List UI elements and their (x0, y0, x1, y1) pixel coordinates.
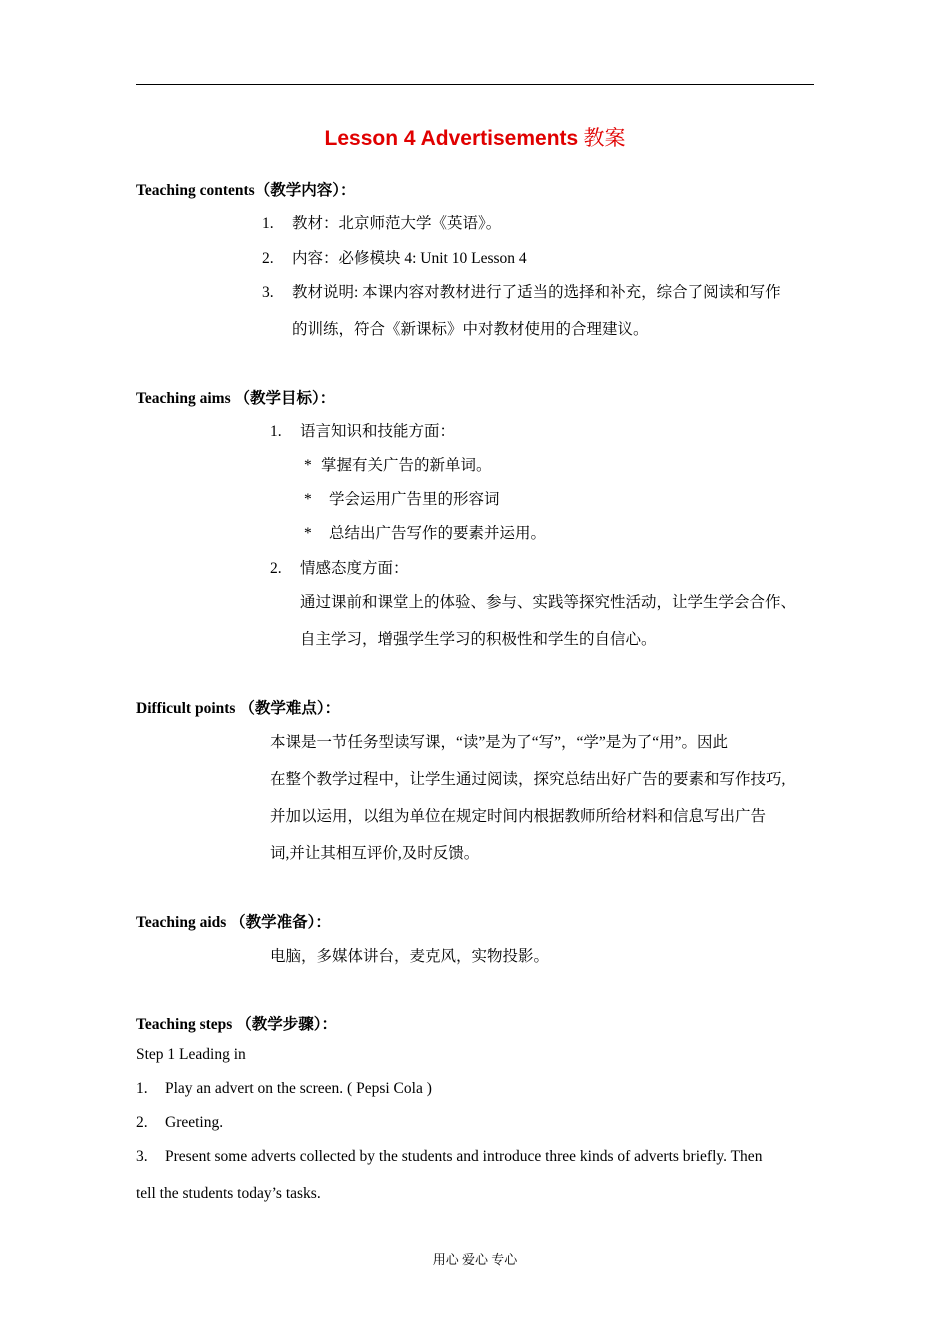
aids-text: 电脑，多媒体讲台，麦克风，实物投影。 (270, 948, 550, 965)
list-number: 1. (270, 423, 282, 440)
page-title (0, 122, 950, 152)
list-text: 情感态度方面： (300, 560, 409, 577)
list-text: 语言知识和技能方面： (300, 423, 456, 440)
list-text: Present some adverts collected by the students and introduce three kinds of adverts briefly. Then (165, 1148, 763, 1165)
list-number: 2. (136, 1114, 148, 1131)
page-footer: 用心 爱心 专心 (432, 1252, 518, 1267)
contents-item-3 (262, 280, 781, 302)
list-text: 教材说明: 本课内容对教材进行了适当的选择和补充，综合了阅读和写作 (292, 284, 781, 301)
contents-item-3-continued: 的训练，符合《新课标》中对教材使用的合理建议。 (292, 321, 649, 338)
section-heading-contents: Teaching contents（教学内容）： (136, 182, 356, 199)
aims-paragraph-line: 通过课前和课堂上的体验、参与、实践等探究性活动，让学生学会合作、 (300, 594, 797, 611)
list-text: 总结出广告写作的要素并运用。 (329, 525, 547, 542)
section-heading-steps: Teaching steps （教学步骤）： (136, 1016, 337, 1033)
difficult-paragraph-line: 并加以运用，以组为单位在规定时间内根据教师所给材料和信息写出广告 (270, 808, 767, 825)
list-text: 教材：北京师范大学《英语》。 (292, 215, 502, 232)
aims-subitem (304, 521, 546, 543)
bullet-star: * (304, 457, 312, 474)
difficult-paragraph-line: 词,并让其相互评价,及时反馈。 (270, 845, 480, 862)
aims-item-2 (270, 556, 409, 578)
list-text: Greeting. (165, 1114, 224, 1131)
bullet-star: * (304, 525, 312, 542)
list-number: 1. (262, 215, 274, 232)
header-rule (136, 84, 814, 85)
list-text: 内容：必修模块 4: Unit 10 Lesson 4 (292, 250, 527, 267)
aims-subitem (304, 487, 500, 509)
list-number: 3. (136, 1148, 148, 1165)
title-chinese: 教案 (583, 126, 626, 150)
steps-item-3-continued: tell the students today’s tasks. (136, 1185, 321, 1202)
bullet-star: * (304, 491, 312, 508)
contents-item-2 (262, 246, 527, 268)
difficult-paragraph-line: 本课是一节任务型读写课，“读”是为了“写”，“学”是为了“用”。因此 (270, 734, 729, 751)
list-text: 掌握有关广告的新单词。 (321, 457, 492, 474)
contents-item-1 (262, 211, 501, 233)
steps-item-2 (136, 1114, 223, 1132)
aims-paragraph-line: 自主学习，增强学生学习的积极性和学生的自信心。 (300, 631, 657, 648)
list-number: 2. (270, 560, 282, 577)
title-english: Lesson 4 Advertisements (324, 127, 579, 150)
list-number: 3. (262, 284, 274, 301)
aims-subitem (304, 453, 492, 475)
list-text: Play an advert on the screen. ( Pepsi Cola ) (165, 1080, 432, 1097)
section-heading-aids: Teaching aids （教学准备）： (136, 914, 331, 931)
difficult-paragraph-line: 在整个教学过程中，让学生通过阅读，探究总结出好广告的要素和写作技巧, (270, 771, 786, 788)
section-heading-difficult: Difficult points （教学难点）： (136, 700, 341, 717)
list-text: 学会运用广告里的形容词 (329, 491, 500, 508)
section-heading-aims: Teaching aims （教学目标）： (136, 390, 336, 407)
steps-item-3 (136, 1148, 762, 1166)
list-number: 1. (136, 1080, 148, 1097)
steps-item-1 (136, 1080, 432, 1098)
step-title: Step 1 Leading in (136, 1046, 246, 1063)
aims-item-1 (270, 419, 455, 441)
list-number: 2. (262, 250, 274, 267)
